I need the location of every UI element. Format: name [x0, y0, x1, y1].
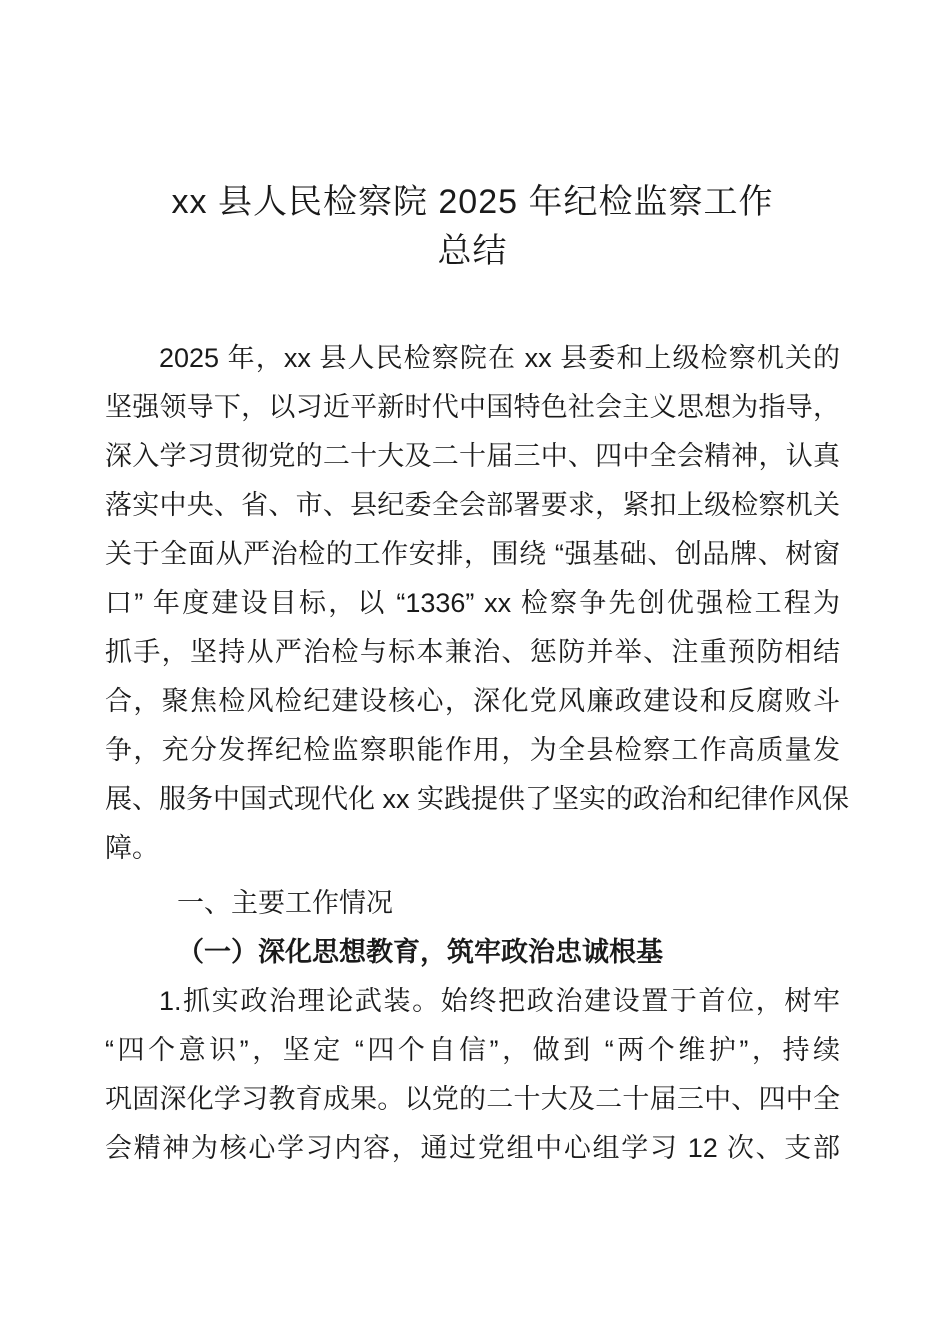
body-line: “四个意识”，坚定 “四个自信”，做到 “两个维护”，持续 — [105, 1035, 840, 1065]
section-heading-main-work: 一、主要工作情况 — [177, 888, 393, 918]
subsection-heading-ideological-education: （一）深化思想教育，筑牢政治忠诚根基 — [177, 937, 663, 967]
document-title-line-2: 总结 — [437, 232, 508, 270]
body-line: 巩固深化学习教育成果。以党的二十大及二十届三中、四中全 — [105, 1084, 840, 1114]
body-line: 口” 年度建设目标，以 “1336” xx 检察争先创优强检工程为 — [105, 588, 840, 618]
body-line: 落实中央、省、市、县纪委全会部署要求，紧扣上级检察机关 — [105, 490, 840, 520]
body-line: 争，充分发挥纪检监察职能作用，为全县检察工作高质量发 — [105, 735, 840, 765]
body-line: 抓手，坚持从严治检与标本兼治、惩防并举、注重预防相结 — [105, 637, 840, 667]
document-title-line-1: xx 县人民检察院 2025 年纪检监察工作 — [171, 183, 774, 221]
body-line: 坚强领导下，以习近平新时代中国特色社会主义思想为指导， — [105, 392, 840, 422]
body-line: 1.抓实政治理论武装。始终把政治建设置于首位，树牢 — [159, 986, 840, 1016]
body-line: 2025 年，xx 县人民检察院在 xx 县委和上级检察机关的 — [159, 343, 840, 373]
paragraph-intro — [105, 334, 850, 873]
body-line: 合，聚焦检风检纪建设核心，深化党风廉政建设和反腐败斗 — [105, 686, 840, 716]
body-line: 关于全面从严治检的工作安排，围绕 “强基础、创品牌、树窗 — [105, 539, 840, 569]
paragraph-political-theory — [105, 977, 840, 1173]
body-line: 展、服务中国式现代化 xx 实践提供了坚实的政治和纪律作风保 — [105, 784, 850, 814]
body-line: 深入学习贯彻党的二十大及二十届三中、四中全会精神，认真 — [105, 441, 840, 471]
body-line: 障。 — [105, 833, 159, 863]
document-title — [105, 178, 840, 276]
body-line: 会精神为核心学习内容，通过党组中心组学习 12 次、支部 — [105, 1133, 840, 1163]
